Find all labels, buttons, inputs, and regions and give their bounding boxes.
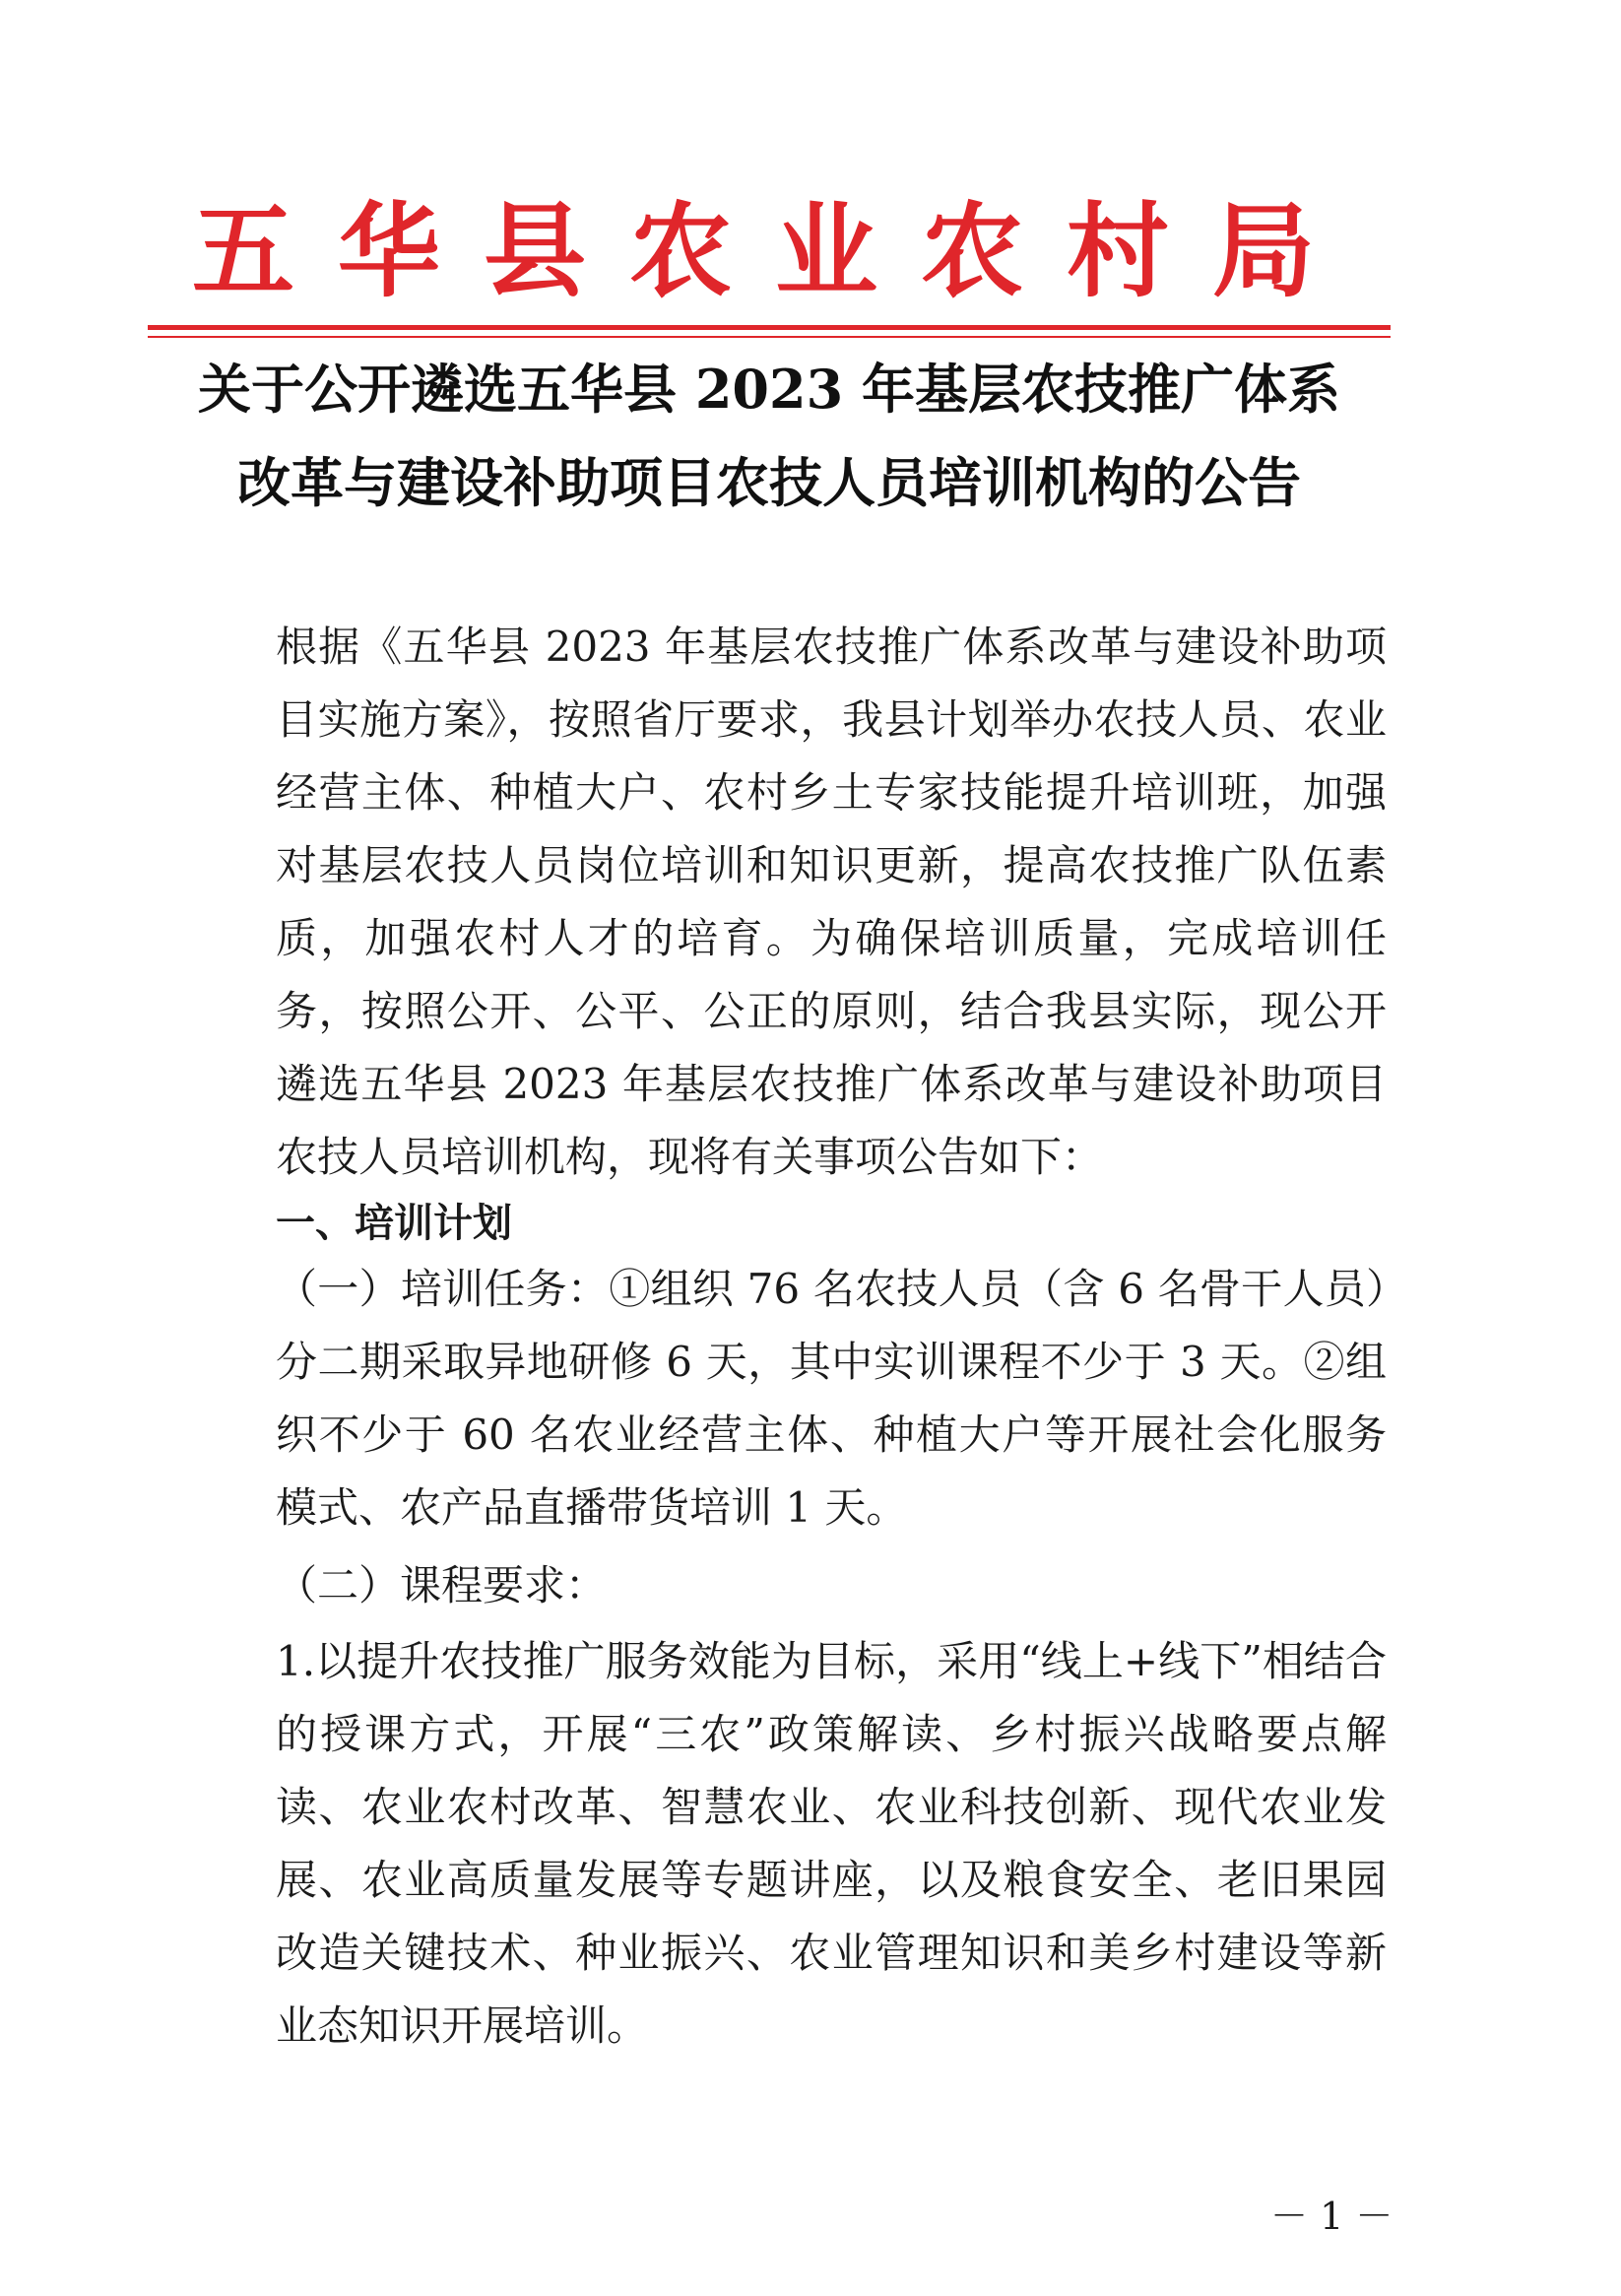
page-number: － 1 － bbox=[1270, 2195, 1394, 2238]
training-tasks-paragraph: （一）培训任务：①组织 76 名农技人员（含 6 名骨干人员）分二期采取异地研修 6 天，其中实训课程不少于 3 天。②组织不少于 60 名农业经营主体、种植大户等开展社会化服务模式、农产品直播带货培训 1 天。 bbox=[276, 1265, 1387, 1532]
document-title-line-1: 关于公开遴选五华县 2023 年基层农技推广体系 bbox=[198, 358, 1340, 421]
course-requirements-heading: （二）课程要求： bbox=[276, 1561, 608, 1609]
course-requirement-1-paragraph: 1.以提升农技推广服务效能为目标，采用“线上+线下”相结合的授课方式，开展“三农”政策解读、乡村振兴战略要点解读、农业农村改革、智慧农业、农业科技创新、现代农业发展、农业高质量发展等专题讲座，以及粮食安全、老旧果园改造关键技术、种业振兴、农业管理知识和美乡村建设等新业态知识开展培训。 bbox=[276, 1637, 1387, 2050]
section-heading-training-plan: 一、培训计划 bbox=[276, 1201, 512, 1246]
letterhead-rule-thick bbox=[148, 325, 1391, 330]
intro-paragraph: 根据《五华县 2023 年基层农技推广体系改革与建设补助项目实施方案》，按照省厅要求，我县计划举办农技人员、农业经营主体、种植大户、农村乡土专家技能提升培训班，加强对基层农技人员岗位培训和知识更新，提高农技推广队伍素质，加强农村人才的培育。为确保培训质量，完成培训任务，按照公开、公平、公正的原则，结合我县实际，现公开遴选五华县 2023 年基层农技推广体系改革与建设补助项目农技人员培训机构，现将有关事项公告如下： bbox=[276, 623, 1387, 1181]
letterhead-title: 五华县农业农村局 bbox=[192, 190, 1359, 311]
letterhead-rule-thin bbox=[148, 336, 1391, 338]
document-title-line-2: 改革与建设补助项目农技人员培训机构的公告 bbox=[237, 451, 1301, 514]
